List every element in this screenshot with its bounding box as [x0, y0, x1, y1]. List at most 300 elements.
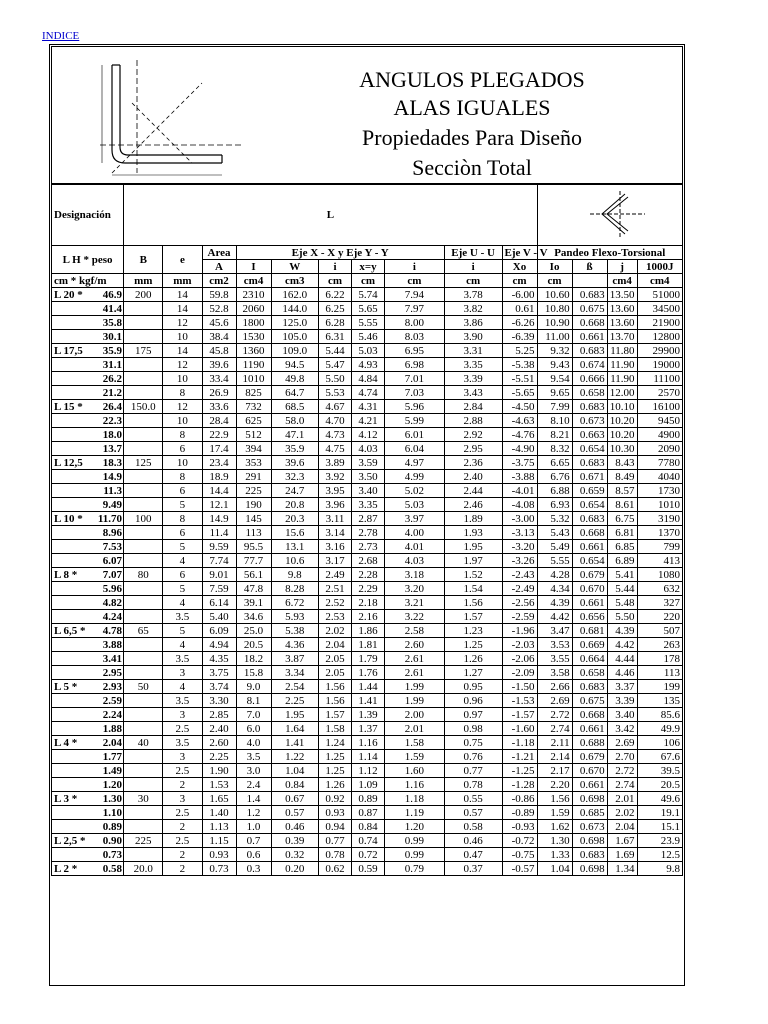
value-cell: 2.01 [384, 722, 444, 736]
value-cell: 51000 [637, 288, 682, 302]
value-cell: 0.668 [572, 708, 607, 722]
value-cell: 0.79 [384, 862, 444, 876]
value-cell: 5.41 [607, 568, 637, 582]
value-cell: 2.02 [607, 806, 637, 820]
value-cell: 2.17 [537, 764, 572, 778]
value-cell: 3.31 [444, 344, 502, 358]
value-cell: 109.0 [271, 344, 318, 358]
table-row [52, 414, 683, 428]
value-cell: 4900 [637, 428, 682, 442]
table-row [52, 512, 683, 526]
value-cell [124, 316, 163, 330]
value-cell: 5.47 [319, 358, 352, 372]
value-cell: 25.0 [236, 624, 271, 638]
value-cell: 0.57 [271, 806, 318, 820]
value-cell: 6.04 [384, 442, 444, 456]
Xo-header: Xo [502, 260, 537, 274]
designation-cell: 3.88 [52, 638, 124, 652]
value-cell: 1.59 [537, 806, 572, 820]
value-cell: 1.58 [384, 736, 444, 750]
beta-header: ß [572, 260, 607, 274]
value-cell: 8.43 [607, 456, 637, 470]
designation-cell: 22.3 [52, 414, 124, 428]
value-cell: 6.72 [271, 596, 318, 610]
value-cell: 5.49 [537, 540, 572, 554]
value-cell: 5.03 [384, 498, 444, 512]
title-line-4: Secciòn Total [412, 155, 532, 180]
value-cell: 0.673 [572, 820, 607, 834]
value-cell: 0.46 [271, 820, 318, 834]
value-cell: 2.05 [319, 652, 352, 666]
value-cell: 1.14 [351, 750, 384, 764]
value-cell: 0.670 [572, 582, 607, 596]
value-cell: 11.90 [607, 372, 637, 386]
value-cell: -3.20 [502, 540, 537, 554]
value-cell: 0.670 [572, 764, 607, 778]
value-cell: 9.8 [271, 568, 318, 582]
value-cell: 4.44 [607, 652, 637, 666]
value-cell: -2.06 [502, 652, 537, 666]
table-row [52, 484, 683, 498]
value-cell: 10.90 [537, 316, 572, 330]
value-cell: 2 [163, 820, 202, 834]
value-cell: 2.01 [607, 792, 637, 806]
area-header: Area [202, 246, 236, 260]
value-cell: 3 [163, 792, 202, 806]
designation-cell: 30.1 [52, 330, 124, 344]
value-cell: 1.57 [319, 708, 352, 722]
value-cell: 1.90 [202, 764, 236, 778]
value-cell: -5.38 [502, 358, 537, 372]
table-row [52, 372, 683, 386]
value-cell: 1.33 [537, 848, 572, 862]
units-row [52, 274, 683, 288]
value-cell: 5.03 [351, 344, 384, 358]
value-cell: 7.59 [202, 582, 236, 596]
value-cell: -3.88 [502, 470, 537, 484]
W-header: W [271, 260, 318, 274]
value-cell: 1.37 [351, 722, 384, 736]
value-cell: 9.54 [537, 372, 572, 386]
value-cell: 0.47 [444, 848, 502, 862]
value-cell: 15.1 [637, 820, 682, 834]
value-cell: 20.3 [271, 512, 318, 526]
value-cell: 10 [163, 414, 202, 428]
value-cell: 0.7 [236, 834, 271, 848]
value-cell: 2.92 [444, 428, 502, 442]
value-cell: 3.50 [351, 470, 384, 484]
value-cell: 3.47 [537, 624, 572, 638]
value-cell: 5.55 [351, 316, 384, 330]
value-cell: 2.58 [384, 624, 444, 638]
table-row [52, 540, 683, 554]
iu-header: i [384, 260, 444, 274]
designation-cell: 6.07 [52, 554, 124, 568]
table-row [52, 456, 683, 470]
value-cell: 4.99 [384, 470, 444, 484]
value-cell: 49.8 [271, 372, 318, 386]
value-cell: 3 [163, 708, 202, 722]
value-cell: 732 [236, 400, 271, 414]
value-cell: 2.29 [351, 582, 384, 596]
value-cell: 0.3 [236, 862, 271, 876]
value-cell [124, 386, 163, 400]
designation-cell: L 4 * 2.04 [52, 736, 124, 750]
value-cell [124, 428, 163, 442]
value-cell: 5 [163, 582, 202, 596]
value-cell: 7.0 [236, 708, 271, 722]
value-cell [124, 764, 163, 778]
value-cell: 1.95 [444, 540, 502, 554]
value-cell: 144.0 [271, 302, 318, 316]
value-cell: 45.8 [202, 344, 236, 358]
value-cell: 4.03 [384, 554, 444, 568]
value-cell [124, 358, 163, 372]
eje-xy-header: Eje X - X y Eje Y - Y [236, 246, 444, 260]
value-cell: 11.4 [202, 526, 236, 540]
value-cell: 2.52 [319, 596, 352, 610]
value-cell: -3.26 [502, 554, 537, 568]
value-cell: 19.1 [637, 806, 682, 820]
value-cell: 100 [124, 512, 163, 526]
value-cell: -0.93 [502, 820, 537, 834]
value-cell: 1.16 [351, 736, 384, 750]
value-cell: 825 [236, 386, 271, 400]
value-cell: 12 [163, 358, 202, 372]
value-cell: 34.6 [236, 610, 271, 624]
value-cell: 8.03 [384, 330, 444, 344]
unit-cell: cm * kgf/m [52, 274, 124, 288]
value-cell: 1.62 [537, 820, 572, 834]
designation-cell: 11.3 [52, 484, 124, 498]
value-cell: 1.20 [384, 820, 444, 834]
value-cell: 39.6 [271, 456, 318, 470]
table-row [52, 288, 683, 302]
value-cell: -2.56 [502, 596, 537, 610]
value-cell: 0.6 [236, 848, 271, 862]
value-cell: 3.86 [444, 316, 502, 330]
value-cell: 1.41 [271, 736, 318, 750]
value-cell: 2.04 [607, 820, 637, 834]
value-cell: 625 [236, 414, 271, 428]
value-cell: 5.99 [384, 414, 444, 428]
table-row [52, 470, 683, 484]
B-header: B [124, 246, 163, 274]
value-cell: 9.32 [537, 344, 572, 358]
value-cell: 8.1 [236, 694, 271, 708]
value-cell: 9.43 [537, 358, 572, 372]
value-cell: 56.1 [236, 568, 271, 582]
value-cell: 0.658 [572, 666, 607, 680]
value-cell: 4.28 [537, 568, 572, 582]
designation-header: Designación [52, 185, 124, 246]
value-cell [124, 610, 163, 624]
value-cell: 3.5 [236, 750, 271, 764]
value-cell: 5.46 [351, 330, 384, 344]
value-cell: 220 [637, 610, 682, 624]
value-cell: 2.16 [351, 610, 384, 624]
value-cell: 16100 [637, 400, 682, 414]
value-cell: 7.01 [384, 372, 444, 386]
value-cell: 5.43 [537, 526, 572, 540]
value-cell: 0.685 [572, 806, 607, 820]
value-cell: 632 [637, 582, 682, 596]
value-cell: 6 [163, 484, 202, 498]
value-cell [124, 848, 163, 862]
value-cell: 3.17 [319, 554, 352, 568]
value-cell: 80 [124, 568, 163, 582]
value-cell: -0.57 [502, 862, 537, 876]
designation-cell: 0.73 [52, 848, 124, 862]
unit-cell: cm [351, 274, 384, 288]
value-cell: 28.4 [202, 414, 236, 428]
value-cell: 11.90 [607, 358, 637, 372]
designation-cell: L 17,5 35.9 [52, 344, 124, 358]
value-cell: 8.57 [607, 484, 637, 498]
value-cell: 0.654 [572, 498, 607, 512]
value-cell: 5.74 [351, 288, 384, 302]
value-cell: 0.698 [572, 792, 607, 806]
value-cell: 0.683 [572, 456, 607, 470]
value-cell: 1.24 [319, 736, 352, 750]
value-cell: -4.63 [502, 414, 537, 428]
value-cell: 2.46 [444, 498, 502, 512]
value-cell: 2.02 [319, 624, 352, 638]
A-header: A [202, 260, 236, 274]
value-cell: 2.60 [384, 638, 444, 652]
value-cell [124, 372, 163, 386]
value-cell: 14 [163, 344, 202, 358]
value-cell: 1.25 [319, 750, 352, 764]
table-row [52, 694, 683, 708]
value-cell: 2.51 [319, 582, 352, 596]
header-row-1 [52, 246, 683, 260]
value-cell [124, 820, 163, 834]
value-cell: 3.37 [607, 680, 637, 694]
value-cell: 0.656 [572, 610, 607, 624]
value-cell: 1.56 [537, 792, 572, 806]
value-cell: 12.5 [637, 848, 682, 862]
value-cell: 2.18 [351, 596, 384, 610]
table-row [52, 596, 683, 610]
value-cell: 2060 [236, 302, 271, 316]
designation-cell: 21.2 [52, 386, 124, 400]
value-cell: 2.20 [537, 778, 572, 792]
value-cell: 4.39 [607, 624, 637, 638]
e-header: e [163, 246, 202, 274]
value-cell: 77.7 [236, 554, 271, 568]
value-cell [124, 708, 163, 722]
value-cell: 49.9 [637, 722, 682, 736]
value-cell: 7.94 [384, 288, 444, 302]
value-cell: 3.42 [607, 722, 637, 736]
value-cell: 1.04 [271, 764, 318, 778]
value-cell: 13.70 [607, 330, 637, 344]
value-cell: 3.30 [202, 694, 236, 708]
designation-cell: 4.82 [52, 596, 124, 610]
value-cell: 0.673 [572, 414, 607, 428]
value-cell: 2570 [637, 386, 682, 400]
value-cell [124, 806, 163, 820]
value-cell: 34500 [637, 302, 682, 316]
value-cell: 6.98 [384, 358, 444, 372]
value-cell: 0.87 [351, 806, 384, 820]
designation-cell: 7.53 [52, 540, 124, 554]
value-cell: 0.675 [572, 694, 607, 708]
value-cell: 2.74 [607, 778, 637, 792]
designation-cell: 2.95 [52, 666, 124, 680]
value-cell: 0.57 [444, 806, 502, 820]
value-cell: 3.0 [236, 764, 271, 778]
value-cell: 4 [163, 554, 202, 568]
value-cell: 64.7 [271, 386, 318, 400]
unit-cell: cm4 [637, 274, 682, 288]
value-cell: 4 [163, 638, 202, 652]
value-cell [124, 442, 163, 456]
designation-cell: L 12,5 18.3 [52, 456, 124, 470]
value-cell: 3.75 [202, 666, 236, 680]
value-cell: 4.97 [384, 456, 444, 470]
value-cell: 0.675 [572, 302, 607, 316]
table-row [52, 582, 683, 596]
value-cell: 22.9 [202, 428, 236, 442]
table-row [52, 806, 683, 820]
value-cell: 9450 [637, 414, 682, 428]
value-cell: 1.56 [319, 680, 352, 694]
table-row [52, 652, 683, 666]
value-cell: 6.75 [607, 512, 637, 526]
angle-properties-sheet [49, 44, 685, 986]
value-cell: 15.6 [271, 526, 318, 540]
value-cell: 10 [163, 456, 202, 470]
value-cell: 14 [163, 302, 202, 316]
value-cell: 33.6 [202, 400, 236, 414]
value-cell: 2.85 [202, 708, 236, 722]
value-cell: -1.50 [502, 680, 537, 694]
I-header: I [236, 260, 271, 274]
value-cell [124, 582, 163, 596]
value-cell: 5.44 [607, 582, 637, 596]
value-cell: 0.37 [444, 862, 502, 876]
value-cell: 10.80 [537, 302, 572, 316]
designation-cell: L 20 * 46.9 [52, 288, 124, 302]
value-cell: 2.61 [384, 666, 444, 680]
table-row [52, 624, 683, 638]
value-cell: 0.73 [202, 862, 236, 876]
value-cell: 2.40 [444, 470, 502, 484]
value-cell: 11.00 [537, 330, 572, 344]
value-cell: 5.32 [537, 512, 572, 526]
value-cell: 3.59 [351, 456, 384, 470]
value-cell: 1.58 [319, 722, 352, 736]
value-cell: 9.0 [236, 680, 271, 694]
value-cell: 1.65 [202, 792, 236, 806]
value-cell: 0.661 [572, 540, 607, 554]
value-cell: 1.57 [444, 610, 502, 624]
value-cell: 13.60 [607, 302, 637, 316]
value-cell: 0.78 [444, 778, 502, 792]
value-cell: 20.0 [124, 862, 163, 876]
indice-link[interactable]: INDICE [42, 30, 80, 42]
table-row [52, 442, 683, 456]
value-cell: 190 [236, 498, 271, 512]
value-cell: 1370 [637, 526, 682, 540]
value-cell: 2.5 [163, 834, 202, 848]
value-cell: 10.30 [607, 442, 637, 456]
value-cell [124, 498, 163, 512]
designation-cell: L 6,5 * 4.78 [52, 624, 124, 638]
value-cell: 3.87 [271, 652, 318, 666]
value-cell: 15.8 [236, 666, 271, 680]
value-cell: 2.49 [319, 568, 352, 582]
value-cell: 14.9 [202, 512, 236, 526]
value-cell: 0.93 [319, 806, 352, 820]
value-cell: 1530 [236, 330, 271, 344]
value-cell: 0.32 [271, 848, 318, 862]
value-cell: -1.96 [502, 624, 537, 638]
value-cell: 26.9 [202, 386, 236, 400]
value-cell: 49.6 [637, 792, 682, 806]
value-cell: 10.10 [607, 400, 637, 414]
value-cell: 6.76 [537, 470, 572, 484]
value-cell: 18.2 [236, 652, 271, 666]
value-cell: 4040 [637, 470, 682, 484]
value-cell: 2.14 [537, 750, 572, 764]
value-cell: 145 [236, 512, 271, 526]
value-cell: 7.74 [202, 554, 236, 568]
value-cell: 0.658 [572, 386, 607, 400]
value-cell: 2.11 [537, 736, 572, 750]
value-cell: 9.59 [202, 540, 236, 554]
value-cell: 1.40 [202, 806, 236, 820]
value-cell: 2 [163, 778, 202, 792]
table-row [52, 302, 683, 316]
value-cell: 45.6 [202, 316, 236, 330]
value-cell: 4.36 [271, 638, 318, 652]
value-cell: 1.23 [444, 624, 502, 638]
value-cell: 1.25 [444, 638, 502, 652]
value-cell: 0.97 [444, 708, 502, 722]
value-cell: 9.01 [202, 568, 236, 582]
value-cell: 0.46 [444, 834, 502, 848]
value-cell: 0.99 [384, 848, 444, 862]
value-cell: 3.14 [319, 526, 352, 540]
value-cell: 33.4 [202, 372, 236, 386]
value-cell: 1010 [236, 372, 271, 386]
value-cell: 0.671 [572, 470, 607, 484]
value-cell: 12 [163, 316, 202, 330]
value-cell: 6.95 [384, 344, 444, 358]
value-cell: 5.50 [607, 610, 637, 624]
value-cell: -2.49 [502, 582, 537, 596]
value-cell: 1.26 [444, 652, 502, 666]
table-row [52, 792, 683, 806]
table-row [52, 428, 683, 442]
value-cell: 1360 [236, 344, 271, 358]
value-cell: 2.95 [444, 442, 502, 456]
value-cell: -2.43 [502, 568, 537, 582]
value-cell: 0.89 [351, 792, 384, 806]
table-row [52, 778, 683, 792]
value-cell: 0.683 [572, 344, 607, 358]
value-cell: 19000 [637, 358, 682, 372]
value-cell: 0.78 [319, 848, 352, 862]
value-cell: 2 [163, 848, 202, 862]
table-row [52, 764, 683, 778]
value-cell: 0.681 [572, 624, 607, 638]
value-cell: 1.64 [271, 722, 318, 736]
value-cell: 17.4 [202, 442, 236, 456]
